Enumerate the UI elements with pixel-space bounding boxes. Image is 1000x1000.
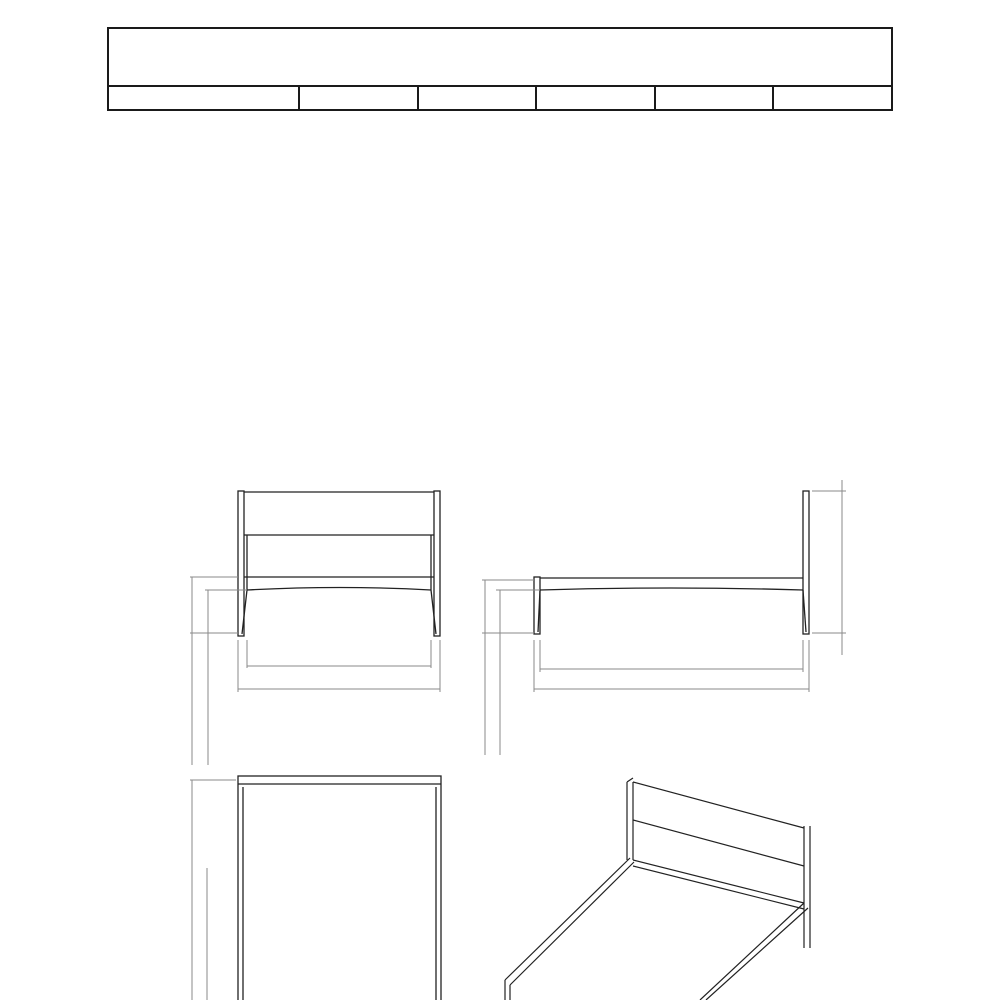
- iso-left-headboard-post: [627, 778, 633, 860]
- iso-headboard-panel: [633, 782, 804, 866]
- top-view-drawing: [238, 776, 441, 1000]
- iso-right-side-rail: [700, 903, 808, 1000]
- iso-right-headboard-post: [804, 826, 810, 948]
- front-rail-curve: [247, 588, 431, 591]
- side-view-drawing: [534, 491, 809, 634]
- front-right-post: [434, 491, 440, 636]
- side-headboard-post: [803, 491, 809, 634]
- iso-head-rail: [633, 860, 804, 909]
- front-view-drawing: [238, 491, 440, 636]
- front-view-dimensions: [190, 577, 440, 765]
- top-view-dimensions: [190, 780, 236, 1000]
- side-rail-curve: [540, 588, 803, 590]
- front-left-post: [238, 491, 244, 636]
- side-view-dimensions: [482, 480, 846, 755]
- iso-left-side-rail: [505, 858, 634, 985]
- isometric-view-drawing: [505, 778, 810, 1000]
- top-view-frame: [238, 776, 441, 1000]
